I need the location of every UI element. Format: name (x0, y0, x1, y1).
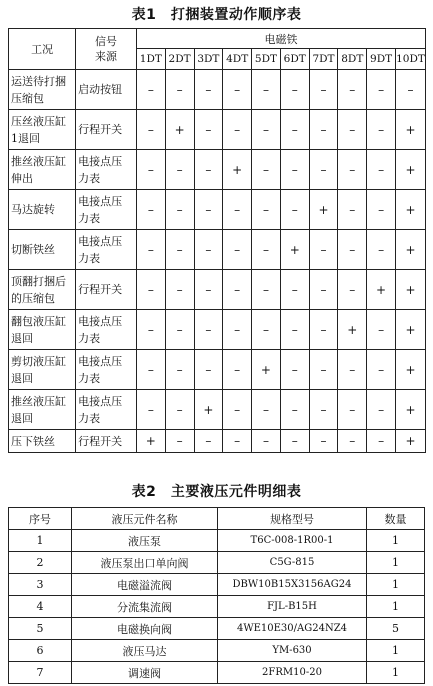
dt-state-cell: – (309, 310, 338, 350)
dt-state-cell: + (223, 150, 252, 190)
dt-state-cell: – (280, 150, 309, 190)
dt-state-cell: – (252, 190, 281, 230)
signal-source-line: 力表 (78, 171, 101, 185)
dt-state-cell: – (223, 310, 252, 350)
dt-state-cell: – (136, 70, 165, 110)
dt-state-cell: – (309, 270, 338, 310)
serial-no-cell: 6 (9, 640, 72, 662)
model-cell: 2FRM10-20 (218, 662, 367, 684)
model-cell: YM-630 (218, 640, 367, 662)
dt-state-cell: – (309, 110, 338, 150)
dt-state-cell: – (223, 350, 252, 390)
dt-state-cell: – (223, 390, 252, 430)
quantity-cell: 1 (367, 662, 425, 684)
quantity-cell: 1 (367, 552, 425, 574)
signal-source-line: 力表 (78, 211, 101, 225)
table-row (9, 574, 425, 596)
header-dt-5: 5DT (252, 49, 281, 70)
dt-state-cell: – (338, 150, 367, 190)
dt-state-cell: – (136, 350, 165, 390)
dt-state-cell: – (252, 230, 281, 270)
signal-source-line: 电接点压 (78, 234, 123, 248)
signal-source-cell (76, 390, 137, 430)
table-row (9, 430, 426, 453)
dt-state-cell: – (165, 70, 194, 110)
dt-state-cell: – (367, 190, 396, 230)
dt-state-cell: + (395, 390, 425, 430)
dt-state-cell: – (194, 270, 223, 310)
component-name-cell: 电磁换向阀 (72, 618, 218, 640)
header-quantity: 数量 (367, 508, 425, 530)
dt-state-cell: – (136, 150, 165, 190)
signal-source-line: 电接点压 (78, 314, 123, 328)
dt-state-cell: – (309, 430, 338, 453)
dt-state-cell: – (223, 110, 252, 150)
quantity-cell: 1 (367, 530, 425, 552)
header-dt-4: 4DT (223, 49, 252, 70)
work-condition-line: 马达旋转 (11, 203, 55, 216)
serial-no-cell: 2 (9, 552, 72, 574)
dt-state-cell: + (395, 430, 425, 453)
table-row (9, 618, 425, 640)
dt-state-cell: – (252, 390, 281, 430)
signal-source-line: 启动按钮 (78, 83, 123, 96)
quantity-cell: 1 (367, 574, 425, 596)
dt-state-cell: – (367, 310, 396, 350)
work-condition-line: 退回 (11, 411, 33, 425)
work-condition-line: 翻包液压缸 (11, 314, 66, 328)
signal-source-line: 电接点压 (78, 394, 123, 408)
dt-state-cell: – (338, 230, 367, 270)
dt-state-cell: – (223, 230, 252, 270)
signal-source-line: 力表 (78, 251, 101, 265)
dt-state-cell: – (252, 70, 281, 110)
dt-state-cell: + (252, 350, 281, 390)
dt-state-cell: – (338, 110, 367, 150)
work-condition-line: 顶翻打捆后 (11, 274, 66, 288)
hydraulic-components-table (8, 507, 425, 684)
dt-state-cell: – (165, 430, 194, 453)
signal-source-line: 力表 (78, 371, 101, 385)
serial-no-cell: 5 (9, 618, 72, 640)
dt-state-cell: – (165, 190, 194, 230)
dt-state-cell: – (338, 190, 367, 230)
header-model: 规格型号 (218, 508, 367, 530)
dt-state-cell: – (309, 70, 338, 110)
dt-state-cell: – (338, 430, 367, 453)
work-condition-line: 推丝液压缸 (11, 394, 66, 408)
signal-source-cell (76, 190, 137, 230)
model-cell: FJL-B15H (218, 596, 367, 618)
dt-state-cell: – (252, 310, 281, 350)
quantity-cell: 5 (367, 618, 425, 640)
dt-state-cell: – (280, 270, 309, 310)
dt-state-cell: + (280, 230, 309, 270)
dt-state-cell: + (367, 270, 396, 310)
work-condition-line: 压下铁丝 (11, 434, 55, 448)
dt-state-cell: – (367, 150, 396, 190)
table-row (9, 390, 426, 430)
work-condition-cell (9, 230, 76, 270)
work-condition-line: 剪切液压缸 (11, 354, 66, 368)
dt-state-cell: + (395, 150, 425, 190)
work-condition-cell (9, 190, 76, 230)
signal-source-line: 行程开关 (78, 283, 123, 296)
dt-state-cell: – (280, 350, 309, 390)
table-row (9, 150, 426, 190)
dt-state-cell: – (165, 310, 194, 350)
component-name-cell: 调速阀 (72, 662, 218, 684)
signal-source-line: 电接点压 (78, 154, 123, 168)
signal-source-cell (76, 70, 137, 110)
dt-state-cell: – (223, 70, 252, 110)
serial-no-cell: 1 (9, 530, 72, 552)
header-dt-8: 8DT (338, 49, 367, 70)
dt-state-cell: – (223, 190, 252, 230)
table-row (9, 662, 425, 684)
work-condition-line: 退回 (11, 331, 33, 345)
work-condition-line: 运送待打捆 (11, 74, 66, 88)
dt-state-cell: – (252, 430, 281, 453)
work-condition-cell (9, 150, 76, 190)
signal-source-line: 行程开关 (78, 123, 123, 136)
model-cell: 4WE10E30/AG24NZ4 (218, 618, 367, 640)
table1-title: 表1 打捆装置动作顺序表 (131, 7, 302, 23)
header-dt-2: 2DT (165, 49, 194, 70)
header-dt-10: 10DT (395, 49, 425, 70)
component-name-cell: 液压泵 (72, 530, 218, 552)
table-row (9, 70, 426, 110)
dt-state-cell: + (338, 310, 367, 350)
dt-state-cell: – (280, 190, 309, 230)
dt-state-cell: + (395, 110, 425, 150)
quantity-cell: 1 (367, 596, 425, 618)
work-condition-line: 压丝液压缸 (11, 114, 66, 128)
dt-state-cell: + (395, 310, 425, 350)
serial-no-cell: 3 (9, 574, 72, 596)
dt-state-cell: – (338, 270, 367, 310)
table-row (9, 310, 426, 350)
signal-source-cell (76, 430, 137, 453)
dt-state-cell: – (136, 230, 165, 270)
component-name-cell: 电磁溢流阀 (72, 574, 218, 596)
work-condition-line: 的压缩包 (11, 291, 55, 305)
work-condition-cell (9, 430, 76, 453)
work-condition-line: 推丝液压缸 (11, 154, 66, 168)
dt-state-cell: – (194, 230, 223, 270)
dt-state-cell: – (136, 190, 165, 230)
dt-state-cell: – (367, 350, 396, 390)
dt-state-cell: – (165, 390, 194, 430)
table-row (9, 230, 426, 270)
quantity-cell: 1 (367, 640, 425, 662)
signal-source-cell (76, 350, 137, 390)
header-work-condition: 工况 (9, 29, 76, 70)
work-condition-cell (9, 110, 76, 150)
header-electromagnet-group: 电磁铁 (136, 29, 425, 49)
header-signal-source (76, 29, 137, 70)
model-cell: DBW10B15X3156AG24 (218, 574, 367, 596)
table-row (9, 110, 426, 150)
dt-state-cell: – (280, 430, 309, 453)
work-condition-line: 切断铁丝 (11, 243, 55, 256)
header-dt-3: 3DT (194, 49, 223, 70)
table-row (9, 530, 425, 552)
dt-state-cell: – (194, 110, 223, 150)
work-condition-line: 退回 (11, 371, 33, 385)
header-dt-7: 7DT (309, 49, 338, 70)
dt-state-cell: – (194, 430, 223, 453)
signal-source-line: 力表 (78, 331, 101, 345)
dt-state-cell: + (165, 110, 194, 150)
signal-source-line: 行程开关 (78, 434, 123, 448)
signal-source-cell (76, 270, 137, 310)
dt-state-cell: + (395, 270, 425, 310)
dt-state-cell: – (194, 310, 223, 350)
table-row (9, 190, 426, 230)
header-component-name: 液压元件名称 (72, 508, 218, 530)
signal-source-line: 力表 (78, 411, 101, 425)
action-sequence-table (8, 28, 426, 453)
work-condition-line: 1退回 (11, 131, 40, 145)
dt-state-cell: – (165, 150, 194, 190)
model-cell: C5G-815 (218, 552, 367, 574)
table-row (9, 640, 425, 662)
signal-source-cell (76, 110, 137, 150)
dt-state-cell: – (338, 390, 367, 430)
dt-state-cell: + (309, 190, 338, 230)
dt-state-cell: – (309, 230, 338, 270)
dt-state-cell: – (367, 70, 396, 110)
hydraulic-components-body (9, 530, 425, 684)
component-name-cell: 液压马达 (72, 640, 218, 662)
dt-state-cell: – (367, 390, 396, 430)
dt-state-cell: + (395, 190, 425, 230)
dt-state-cell: – (252, 270, 281, 310)
dt-state-cell: + (395, 350, 425, 390)
header-signal-line1: 信号 (95, 35, 118, 48)
dt-state-cell: – (165, 350, 194, 390)
dt-state-cell: + (194, 390, 223, 430)
dt-state-cell: + (136, 430, 165, 453)
dt-state-cell: – (280, 390, 309, 430)
dt-state-cell: – (338, 350, 367, 390)
table-row (9, 552, 425, 574)
table-row (9, 596, 425, 618)
dt-state-cell: – (367, 230, 396, 270)
work-condition-line: 伸出 (11, 171, 33, 185)
header-dt-9: 9DT (367, 49, 396, 70)
dt-state-cell: – (309, 390, 338, 430)
signal-source-line: 电接点压 (78, 194, 123, 208)
work-condition-cell (9, 70, 76, 110)
dt-state-cell: – (136, 390, 165, 430)
signal-source-cell (76, 150, 137, 190)
dt-state-cell: – (395, 70, 425, 110)
dt-state-cell: – (136, 110, 165, 150)
header-dt-6: 6DT (280, 49, 309, 70)
dt-state-cell: – (194, 350, 223, 390)
signal-source-cell (76, 230, 137, 270)
serial-no-cell: 4 (9, 596, 72, 618)
dt-state-cell: – (165, 230, 194, 270)
dt-state-cell: – (367, 110, 396, 150)
work-condition-line: 压缩包 (11, 91, 44, 105)
table-row (9, 270, 426, 310)
dt-state-cell: – (280, 70, 309, 110)
work-condition-cell (9, 350, 76, 390)
dt-state-cell: + (395, 230, 425, 270)
serial-no-cell: 7 (9, 662, 72, 684)
action-sequence-body (9, 70, 426, 453)
table-row (9, 350, 426, 390)
dt-state-cell: – (136, 270, 165, 310)
dt-state-cell: – (194, 70, 223, 110)
dt-state-cell: – (309, 150, 338, 190)
header-signal-line2: 来源 (95, 50, 118, 63)
work-condition-cell (9, 390, 76, 430)
signal-source-cell (76, 310, 137, 350)
dt-state-cell: – (252, 150, 281, 190)
dt-state-cell: – (338, 70, 367, 110)
component-name-cell: 液压泵出口单向阀 (72, 552, 218, 574)
dt-state-cell: – (223, 270, 252, 310)
dt-state-cell: – (252, 110, 281, 150)
dt-state-cell: – (194, 150, 223, 190)
header-serial-no: 序号 (9, 508, 72, 530)
dt-state-cell: – (194, 190, 223, 230)
dt-state-cell: – (280, 310, 309, 350)
header-dt-1: 1DT (136, 49, 165, 70)
dt-state-cell: – (367, 430, 396, 453)
signal-source-line: 电接点压 (78, 354, 123, 368)
dt-state-cell: – (223, 430, 252, 453)
model-cell: T6C-008-1R00-1 (218, 530, 367, 552)
dt-state-cell: – (136, 310, 165, 350)
dt-state-cell: – (309, 350, 338, 390)
dt-state-cell: – (280, 110, 309, 150)
work-condition-cell (9, 310, 76, 350)
work-condition-cell (9, 270, 76, 310)
component-name-cell: 分流集流阀 (72, 596, 218, 618)
dt-state-cell: – (165, 270, 194, 310)
table2-title: 表2 主要液压元件明细表 (131, 484, 302, 500)
